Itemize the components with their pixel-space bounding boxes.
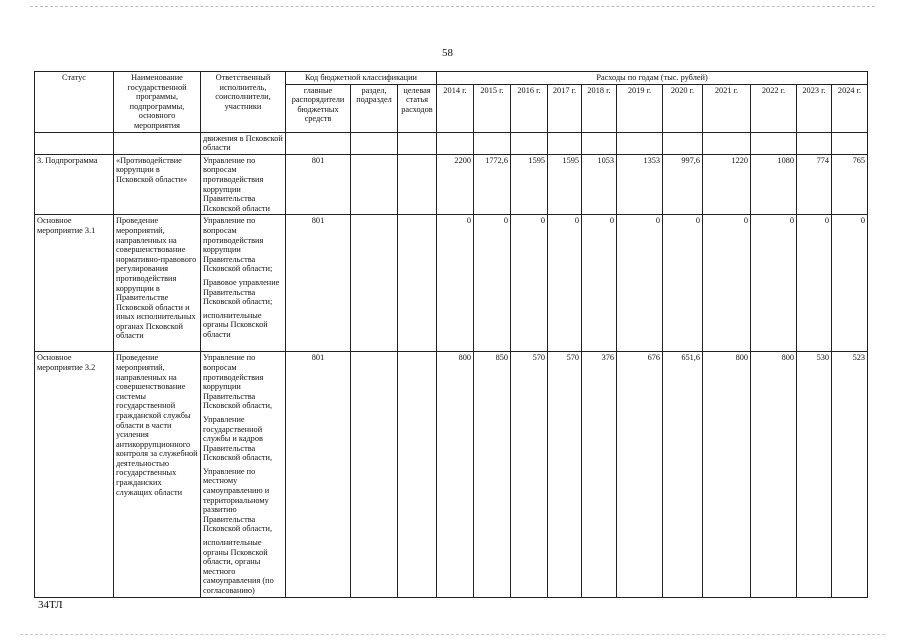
cell-value: 0 [617,215,663,352]
cell-value: 0 [437,215,474,352]
scan-edge-bottom [20,634,885,635]
cell-value [663,132,703,154]
cell-value [437,132,474,154]
cell-target-item [398,352,437,597]
budget-table [34,71,868,598]
cell-value: 530 [797,352,832,597]
cell-section [351,352,398,597]
cell-responsible [201,132,286,154]
header-year: 2017 г. [548,84,582,132]
cell-name: Проведение мероприятий, направленных на совершенствование системы государственной гражданской службы области в части усиления антикоррупционного контроля за служебной деятельностью государственных гражданских служащих области [114,352,201,597]
cell-value [617,132,663,154]
header-year: 2014 г. [437,84,474,132]
cell-value: 997,6 [663,154,703,215]
footer-code: 34ТЛ [38,599,63,611]
cell-status [35,132,114,154]
cell-target-item [398,215,437,352]
cell-value: 0 [663,215,703,352]
cell-value: 800 [703,352,751,597]
responsible-entry: Правовое управление Правительства Псковской области; [203,277,280,307]
cell-value: 774 [797,154,832,215]
cell-value: 800 [751,352,797,597]
cell-value: 570 [511,352,548,597]
cell-value: 570 [548,352,582,597]
cell-value: 0 [582,215,617,352]
cell-target-item [398,132,437,154]
table-row [35,154,868,215]
cell-value: 376 [582,352,617,597]
cell-value [582,132,617,154]
cell-main-manager: 801 [286,215,351,352]
page-number: 58 [442,47,453,59]
responsible-entry: исполнительные органы Псковской области, органы местного самоуправления (по согласованию) [203,538,274,595]
cell-status: 3. Подпрограмма [35,154,114,215]
cell-value: 0 [751,215,797,352]
cell-value: 1595 [548,154,582,215]
header-year: 2019 г. [617,84,663,132]
responsible-entry: Управление по вопросам противодействия коррупции Правительства Псковской области [203,155,270,213]
cell-name [114,132,201,154]
table-row [35,215,868,352]
header-name: Наименование государственной программы, подпрограммы, основного мероприятия [114,72,201,133]
cell-section [351,154,398,215]
cell-value: 800 [437,352,474,597]
cell-value: 1772,6 [474,154,511,215]
cell-value: 0 [474,215,511,352]
cell-value: 0 [548,215,582,352]
cell-value: 0 [703,215,751,352]
cell-value: 0 [832,215,868,352]
cell-value: 651,6 [663,352,703,597]
responsible-entry: Управление по вопросам противодействия коррупции Правительства Псковской области, [203,353,273,411]
cell-status: Основное мероприятие 3.1 [35,215,114,352]
cell-value [511,132,548,154]
header-year: 2016 г. [511,84,548,132]
cell-value: 0 [797,215,832,352]
cell-section [351,132,398,154]
cell-responsible [201,215,286,352]
cell-main-manager: 801 [286,154,351,215]
header-responsible: Ответственный исполнитель, соисполнители, участники [201,72,286,133]
cell-value [703,132,751,154]
header-target-item: целевая статья расходов [398,84,437,132]
responsible-entry: исполнительные органы Псковской области [203,310,268,339]
cell-value: 850 [474,352,511,597]
responsible-entry: Управление по вопросам противодействия коррупции Правительства Псковской области; [203,216,273,274]
header-year: 2018 г. [582,84,617,132]
header-year: 2015 г. [474,84,511,132]
header-year: 2020 г. [663,84,703,132]
cell-section [351,215,398,352]
responsible-entry: Управление государственной службы и кадров Правительства Псковской области, [203,414,273,463]
table-row [35,352,868,597]
cell-value: 1353 [617,154,663,215]
cell-value: 676 [617,352,663,597]
cell-value [832,132,868,154]
header-expenses: Расходы по годам (тыс. рублей) [437,72,868,85]
scan-edge-top [30,6,875,7]
responsible-entry: движения в Псковской области [203,133,283,153]
cell-name: Проведение мероприятий, направленных на совершенствование нормативно-правового регулирования противодействия коррупции в Правительстве Псковской области и иных исполнительных органах Псковской области [114,215,201,352]
responsible-entry: Управление по местному самоуправлению и территориальному развитию Правительства Псковской области, [203,466,273,534]
header-status: Статус [35,72,114,133]
cell-value: 1053 [582,154,617,215]
cell-status: Основное мероприятие 3.2 [35,352,114,597]
cell-value [797,132,832,154]
cell-main-manager: 801 [286,352,351,597]
cell-main-manager [286,132,351,154]
cell-value: 1595 [511,154,548,215]
header-budget-code: Код бюджетной классификации [286,72,437,85]
cell-value [548,132,582,154]
header-main-manager: главные распорядители бюджетных средств [286,84,351,132]
cell-value: 765 [832,154,868,215]
cell-value: 0 [511,215,548,352]
cell-value: 1080 [751,154,797,215]
cell-responsible [201,154,286,215]
cell-name: «Противодействие коррупции в Псковской области» [114,154,201,215]
header-section: раздел, подраздел [351,84,398,132]
header-year: 2021 г. [703,84,751,132]
cell-value: 1220 [703,154,751,215]
cell-value [751,132,797,154]
header-year: 2022 г. [751,84,797,132]
cell-value [474,132,511,154]
cell-value: 2200 [437,154,474,215]
cell-responsible [201,352,286,597]
cell-target-item [398,154,437,215]
header-year: 2024 г. [832,84,868,132]
table-row [35,132,868,154]
cell-value: 523 [832,352,868,597]
header-year: 2023 г. [797,84,832,132]
